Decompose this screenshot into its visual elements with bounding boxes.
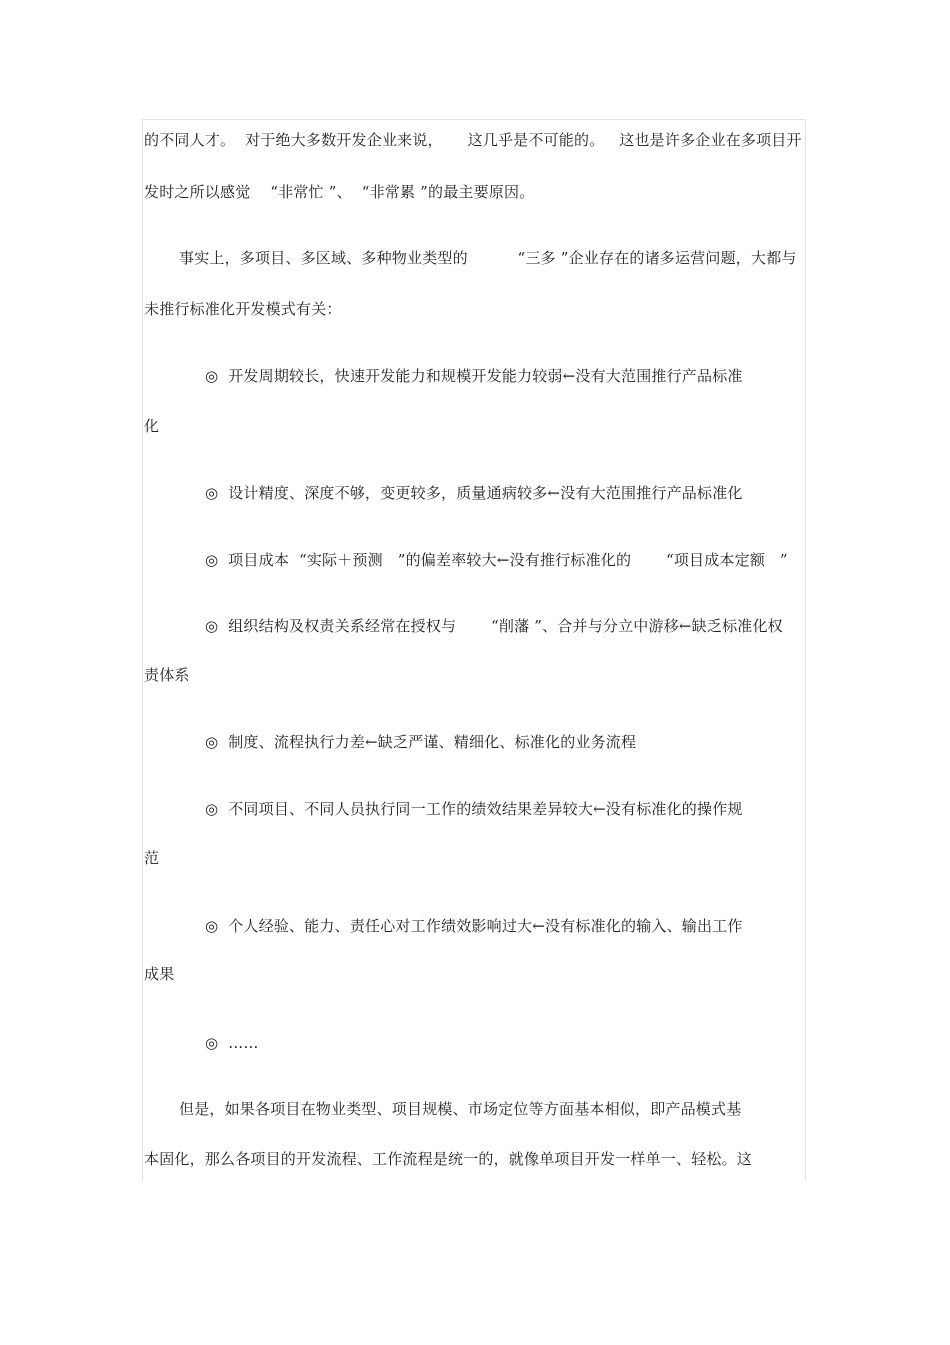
- bullet-item: ◎ 项目成本 “实际＋预测 ”的偏差率较大←没有推行标准化的 “项目成本定额 ”: [205, 551, 788, 569]
- bullet-continuation: 范: [144, 849, 160, 867]
- paragraph-line: 未推行标准化开发模式有关：: [144, 300, 342, 318]
- paragraph-line: 本固化，那么各项目的开发流程、工作流程是统一的，就像单项目开发一样单一、轻松。这: [144, 1150, 753, 1168]
- paragraph-line: 但是，如果各项目在物业类型、项目规模、市场定位等方面基本相似，即产品模式基: [179, 1100, 742, 1118]
- bullet-continuation: 责体系: [144, 666, 190, 684]
- bullet-item: ◎ ……: [205, 1034, 259, 1052]
- bullet-continuation: 成果: [144, 965, 175, 983]
- bullet-item: ◎ 设计精度、深度不够，变更较多，质量通病较多←没有大范围推行产品标准化: [205, 484, 743, 502]
- paragraph-line: 事实上，多项目、多区域、多种物业类型的 “三多 ”企业存在的诸多运营问题，大都与: [179, 249, 797, 267]
- bullet-item: ◎ 制度、流程执行力差←缺乏严谨、精细化、标准化的业务流程: [205, 733, 637, 751]
- paragraph-line: 发时之所以感觉 “非常忙 ”、 “非常累 ”的最主要原因。: [144, 183, 535, 201]
- bullet-item: ◎ 不同项目、不同人员执行同一工作的绩效结果差异较大←没有标准化的操作规: [205, 800, 743, 818]
- bullet-item: ◎ 开发周期较长，快速开发能力和规模开发能力较弱←没有大范围推行产品标准: [205, 367, 743, 385]
- bullet-item: ◎ 组织结构及权责关系经常在授权与 “削藩 ”、合并与分立中游移←缺乏标准化权: [205, 617, 783, 635]
- bullet-item: ◎ 个人经验、能力、责任心对工作绩效影响过大←没有标准化的输入、输出工作: [205, 917, 743, 935]
- bullet-continuation: 化: [144, 417, 160, 435]
- page-frame: [142, 119, 806, 1181]
- paragraph-line: 的不同人才。 对于绝大多数开发企业来说， 这几乎是不可能的。 这也是许多企业在多项目开: [144, 131, 802, 149]
